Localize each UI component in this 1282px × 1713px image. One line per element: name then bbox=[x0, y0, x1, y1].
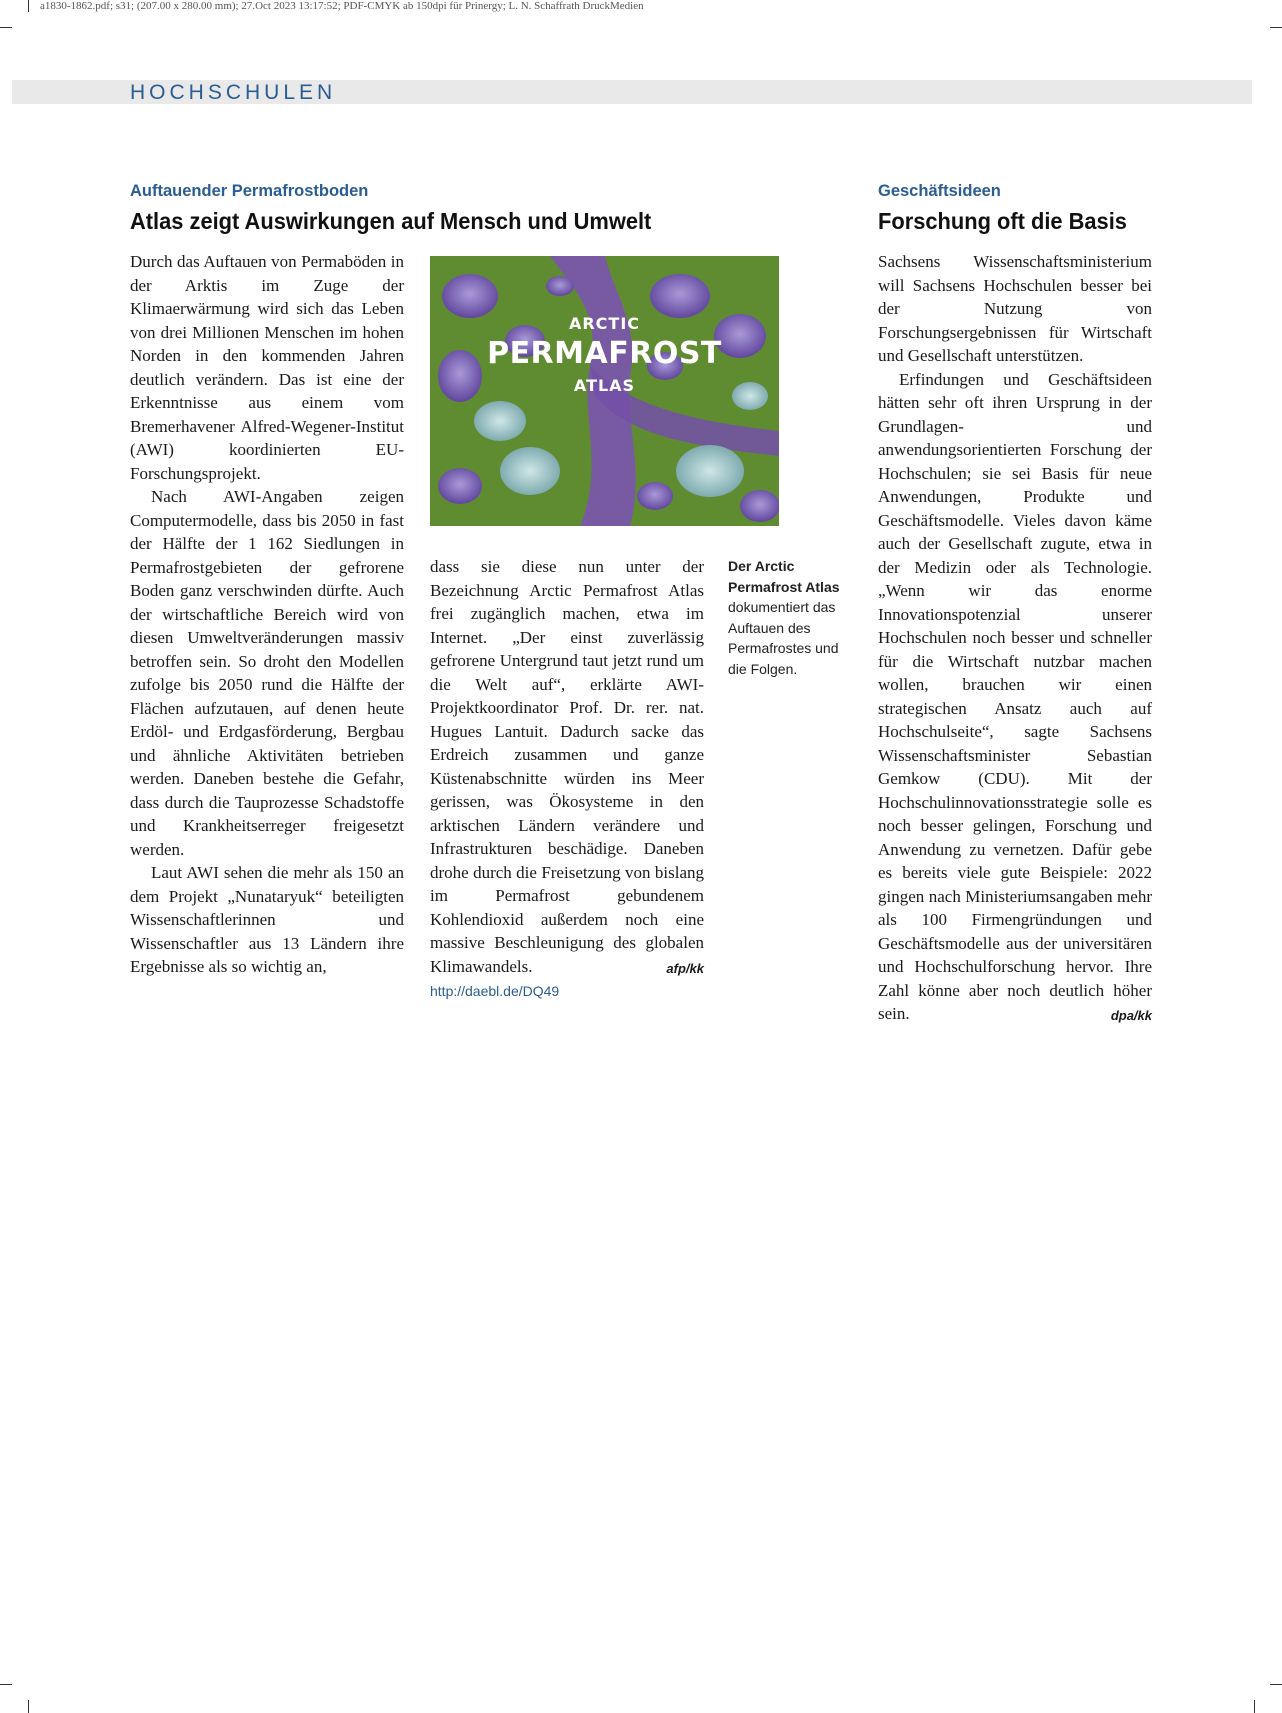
article1-column-2-text: dass sie diese nun unter der Bezeichnung Arctic Permafrost Atlas frei zugänglich machen, etwa im Internet. „Der einst zuverlässig gefrorene Untergrund taut jetzt rund um die Welt auf“, erklärte AWI-Projektkoordinator Prof. Dr. rer. nat. Hugues Lantuit. Dadurch sacke das Erdreich zusammen und ganze Küstenabschnitte würden ins Meer gerissen, was Ökosysteme in den arktischen Ländern verändere und Infrastrukturen beschädige. Daneben drohe durch die Freisetzung von bislang im Permafrost gebundenem Kohlendioxid außerdem noch eine massive Beschleunigung des globalen Klimawandels. bbox=[430, 557, 704, 976]
article1-paragraph: Durch das Auftauen von Permaböden in der Arktis im Zuge der Klimaerwärmung wird sich das Leben von drei Millionen Menschen im hohen Norden in den kommenden Jahren deutlich verändern. Das ist eine der Erkenntnisse aus einem vom Bremerhavener Alfred-Wegener-Institut (AWI) koordinierten EU-Forschungsprojekt. bbox=[130, 252, 404, 483]
image-caption bbox=[728, 556, 848, 679]
article2-credit: dpa/kk bbox=[1110, 1008, 1152, 1023]
crop-mark-bottom-left-v bbox=[28, 1700, 29, 1713]
article1-kicker: Auftauender Permafrostboden bbox=[130, 182, 369, 200]
article1-credit: afp/kk bbox=[666, 960, 704, 976]
crop-mark-top-left-h bbox=[0, 27, 12, 28]
article2-paragraph: Sachsens Wissenschaftsministerium will Sachsens Hochschulen besser bei der Nutzung von Forschungsergebnissen für Wirtschaft und Gesellschaft unterstützen. bbox=[878, 252, 1152, 365]
crop-mark-top-right-h bbox=[1270, 27, 1282, 28]
atlas-cover-text bbox=[430, 256, 779, 526]
caption-title: Der Arctic Permafrost Atlas bbox=[728, 558, 840, 595]
crop-mark-bottom-left-h bbox=[0, 1684, 12, 1685]
caption-text: dokumentiert das Auftauen des Permafrostes und die Folgen. bbox=[728, 599, 839, 677]
article2-paragraph-text: Erfindungen und Geschäftsideen hätten sehr oft ihren Ursprung in der Grundlagen- und anwendungsorientierten Forschung der Hochschulen; sie sei Basis für neue Anwendungen, Produkte und Geschäftsmodelle. Vieles davon käme auch der Gesellschaft zugute, etwa in der Medizin oder als Technologie. „Wenn wir das enorme Innovationspotenzial unserer Hochschulen noch besser und schneller für die Wirtschaft nutzbar machen wollen, brauchen wir einen strategischen Ansatz auch auf Hochschulseite“, sagte Sachsens Wissenschaftsminister Sebastian Gemkow (CDU). Mit der Hochschulinnovationsstrategie solle es noch besser gelingen, Forschung und Anwendung zu vernetzen. Dafür gebe es bereits viele gute Beispiele: 2022 gingen nach Ministeriumsangaben mehr als 100 Firmengründungen und Geschäftsmodelle aus der universitären und Hochschulforschung hervor. Ihre Zahl könne aber noch deutlich höher sein. bbox=[878, 369, 1152, 1023]
crop-mark-bottom-right-h bbox=[1270, 1684, 1282, 1685]
arctic-permafrost-atlas-image bbox=[430, 256, 779, 526]
crop-mark-bottom-right-v bbox=[1254, 1700, 1255, 1713]
article1-link[interactable]: http://daebl.de/DQ49 bbox=[430, 983, 560, 999]
atlas-cover-line-2: PERMAFROST bbox=[487, 336, 722, 371]
article2-headline: Forschung oft die Basis bbox=[878, 208, 1127, 234]
crop-mark-top-left-v bbox=[28, 0, 29, 12]
atlas-cover-line-1: ARCTIC bbox=[568, 314, 641, 333]
article2-kicker: Geschäftsideen bbox=[878, 182, 1001, 200]
article1-paragraph: Laut AWI sehen die mehr als 150 an dem Projekt „Nunataryuk“ beteiligten Wissenschaftlerinnen und Wissenschaftler aus 13 Ländern ihre Ergebnisse als so wichtig an, bbox=[130, 863, 404, 976]
article2-paragraph bbox=[878, 368, 1152, 1026]
atlas-cover-line-3: ATLAS bbox=[573, 376, 636, 395]
article1-headline: Atlas zeigt Auswirkungen auf Mensch und Umwelt bbox=[130, 208, 652, 234]
article1-paragraph: Nach AWI-Angaben zeigen Computermodelle, dass bis 2050 in fast der Hälfte der 1 162 Siedlungen in Permafrostgebieten der gefrorene Boden ganz verschwinden dürfte. Auch der wirtschaftliche Bereich wird von diesen Umweltveränderungen massiv betroffen sein. So droht den Modellen zufolge bis 2050 rund die Hälfte der Flächen aufzutauen, auf denen heute Erdöl- und Erdgasförderung, Bergbau und ähnliche Aktivitäten betrieben werden. Daneben bestehe die Gefahr, dass durch die Tauprozesse Schadstoffe und Krankheitserreger freigesetzt werden. bbox=[130, 487, 404, 859]
article2-column bbox=[878, 250, 1152, 1028]
print-info-line: a1830-1862.pdf; s31; (207.00 x 280.00 mm); 27.Oct 2023 13:17:52; PDF-CMYK ab 150dpi für Prinergy; L. N. Schaffrath DruckMedien bbox=[40, 0, 644, 12]
article1-paragraph bbox=[430, 555, 704, 978]
article1-column-2 bbox=[430, 555, 704, 1004]
section-title: HOCHSCHULEN bbox=[130, 81, 337, 104]
article1-column-1 bbox=[130, 250, 404, 979]
